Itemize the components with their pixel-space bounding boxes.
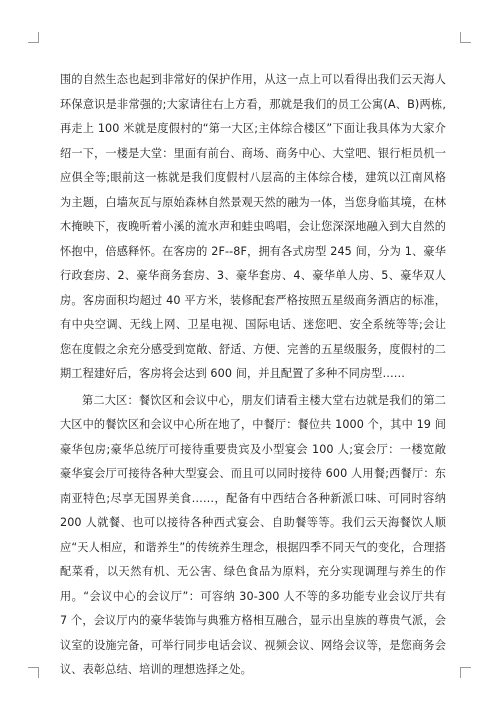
document-body — [60, 68, 446, 683]
crop-mark-top-right — [460, 32, 471, 43]
crop-mark-bottom-right — [460, 667, 471, 678]
paragraph-dining-and-conference: 第二大区：餐饮区和会议中心，朋友们请看主楼大堂右边就是我们的第二大区中的餐饮区和会议中心所在地了，中餐厅：餐位共 1000 个，其中 19 间豪华包房;豪华总统厅可接待重要贵宾及小型宴会 100 人;宴会厅：一楼宽敞豪华宴会厅可接待各种大型宴会、而且可以同时接待 600 人用餐;西餐厅：东南亚特色;尽享无国界美食……，配备有中西结合各种新派口味、可同时容纳 200 人就餐、也可以接待各种西式宴会、自助餐等等。我们云天海餐饮人顺应“天人相应，和谐养生”的传统养生理念，根据四季不同天气的变化，合理搭配菜肴，以天然有机、无公害、绿色食品为原料，充分实现调理与养生的作用。“会议中心的会议厅”：可容纳 30-300 人不等的多功能专业会议厅共有 7 个，会议厅内的豪华装饰与典雅方格相互融合，显示出皇族的尊贵气派，会议室的设施完备，可举行同步电话会议、视频会议、网络会议等，是您商务会议、表彰总结、培训的理想选择之处。 — [60, 393, 446, 676]
crop-mark-bottom-left — [28, 667, 39, 678]
crop-mark-top-left — [28, 32, 39, 43]
paragraph-hotel-main-building: 围的自然生态也起到非常好的保护作用，从这一点上可以看得出我们云天海人环保意识是非常强的;大家请往右上方看，那就是我们的员工公寓(A、B)两栋, 再走上 100 米就是度假村的“第一大区;主体综合楼区”下面让我具体为大家介绍一下，一楼是大堂：里面有前台、商场、商务中心、大堂吧、银行柜员机一应俱全等;眼前这一栋就是我们度假村八层高的主体综合楼，建筑以江南风格为主题，白墙灰瓦与原始森林自然景观天然的融为一体，当您身临其境，在林木掩映下，夜晚听着小溪的流水声和蛙虫鸣唱，会让您深深地融入到大自然的怀抱中，倍感释怀。在客房的 2F--8F，拥有各式房型 245 间，分为 1、豪华行政套房、2、豪华商务套房、3、豪华套房、4、豪华单人房、5、豪华双人房。客房面积均超过 40 平方米，装修配套严格按照五星级商务酒店的标准，有中央空调、无线上网、卫星电视、国际电话、迷您吧、安全系统等等;会让您在度假之余充分感受到宽敞、舒适、方便、完善的五星级服务，度假村的二期工程建好后，客房将会达到 600 间，并且配置了多种不同房型…… — [60, 73, 446, 380]
